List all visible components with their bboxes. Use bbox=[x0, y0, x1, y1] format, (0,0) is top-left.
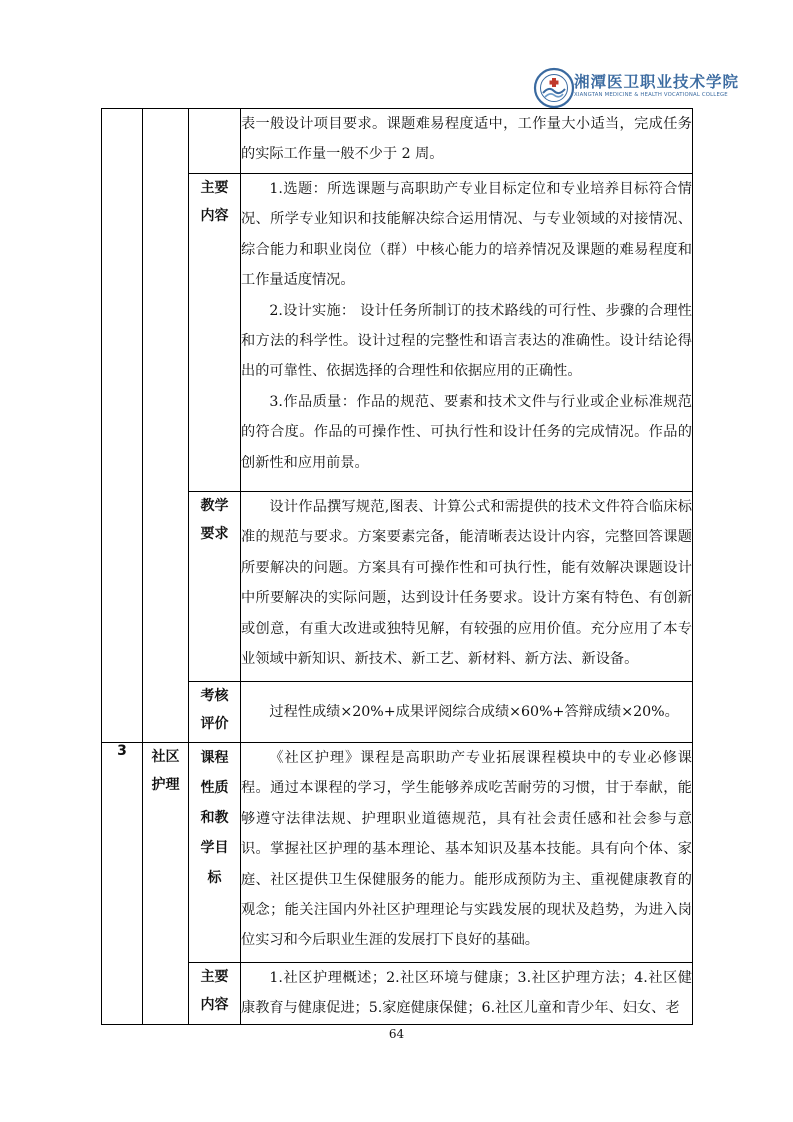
row-label: 主要 bbox=[200, 180, 229, 196]
row-label: 教学 bbox=[200, 498, 229, 514]
course-name: 护理 bbox=[151, 777, 180, 793]
college-name: 湘潭医卫职业技术学院 bbox=[574, 72, 740, 91]
row-label: 和教 bbox=[200, 810, 229, 826]
row-label: 主要 bbox=[200, 969, 229, 985]
row-label: 标 bbox=[207, 870, 222, 886]
content-cell bbox=[241, 682, 693, 743]
content-cell bbox=[241, 109, 693, 174]
table-row bbox=[102, 174, 693, 492]
number-cell bbox=[102, 109, 143, 743]
label-cell bbox=[189, 174, 241, 492]
content-cell bbox=[241, 963, 693, 1025]
content-cell bbox=[241, 743, 693, 963]
content-paragraph: 2.设计实施： 设计任务所制订的技术路线的可行性、步骤的合理性和方法的科学性。设计过程的完整性和语言表达的准确性。设计结论得出的可靠性、依据选择的合理性和依据应用的正确性。 bbox=[241, 302, 692, 380]
table-row bbox=[102, 492, 693, 682]
college-name-en: XIANGTAN MEDICINE & HEALTH VOCATIONAL COLLEGE bbox=[574, 92, 728, 98]
table-row bbox=[102, 963, 693, 1025]
content-text: 表一般设计项目要求。课题难易程度适中，工作量大小适当，完成任务的实际工作量一般不少于 2 周。 bbox=[241, 116, 692, 163]
course-name-cell bbox=[143, 109, 189, 743]
content-cell bbox=[241, 492, 693, 682]
course-number: 3 bbox=[117, 743, 127, 759]
row-label: 性质 bbox=[200, 780, 229, 796]
row-label: 内容 bbox=[200, 208, 229, 224]
row-label: 考核 bbox=[200, 688, 229, 704]
content-paragraph: 《社区护理》课程是高职助产专业拓展课程模块中的专业必修课程。通过本课程的学习，学生能够养成吃苦耐劳的习惯，甘于奉献，能够遵守法律法规、护理职业道德规范，具有社会责任感和社会参与意识。掌握社区护理的基本理论、基本知识及基本技能。具有向个体、家庭、社区提供卫生保健服务的能力。能形成预防为主、重视健康教育的观念；能关注国内外社区护理理论与实践发展的现状及趋势，为进入岗位实习和今后职业生涯的发展打下良好的基础。 bbox=[241, 750, 692, 949]
course-table bbox=[101, 108, 693, 1025]
table-row bbox=[102, 109, 693, 174]
row-label: 要求 bbox=[200, 526, 229, 542]
course-name-cell bbox=[143, 743, 189, 1025]
content-paragraph: 过程性成绩×20%+成果评阅综合成绩×60%+答辩成绩×20%。 bbox=[269, 703, 679, 720]
row-label: 评价 bbox=[200, 716, 229, 732]
content-paragraph: 1.社区护理概述；2.社区环境与健康；3.社区护理方法；4.社区健康教育与健康促进；5.家庭健康保健；6.社区儿童和青少年、妇女、老 bbox=[241, 970, 692, 1017]
seal-logo-icon bbox=[535, 69, 573, 107]
row-label: 课程 bbox=[200, 750, 229, 766]
label-cell bbox=[189, 109, 241, 174]
row-label: 内容 bbox=[200, 997, 229, 1013]
label-cell bbox=[189, 743, 241, 963]
content-paragraph: 设计作品撰写规范,图表、计算公式和需提供的技术文件符合临床标准的规范与要求。方案要素完备，能清晰表达设计内容，完整回答课题所要解决的问题。方案具有可操作性和可执行性，能有效解决课题设计中所要解决的实际问题，达到设计任务要求。设计方案有特色、有创新或创意，有重大改进或独特见解，有较强的应用价值。充分应用了本专业领域中新知识、新技术、新工艺、新材料、新方法、新设备。 bbox=[241, 499, 692, 668]
table-row bbox=[102, 682, 693, 743]
label-cell bbox=[189, 492, 241, 682]
number-cell bbox=[102, 743, 143, 1025]
page-number: 64 bbox=[388, 1027, 405, 1041]
label-cell bbox=[189, 682, 241, 743]
content-paragraph: 3.作品质量：作品的规范、要素和技术文件与行业或企业标准规范的符合度。作品的可操作性、可执行性和设计任务的完成情况。作品的创新性和应用前景。 bbox=[241, 393, 692, 471]
row-label: 学目 bbox=[200, 840, 229, 856]
content-paragraph: 1.选题：所选课题与高职助产专业目标定位和专业培养目标符合情况、所学专业知识和技能解决综合运用情况、与专业领域的对接情况、综合能力和职业岗位（群）中核心能力的培养情况及课题的难易程度和工作量适度情况。 bbox=[241, 181, 692, 289]
label-cell bbox=[189, 963, 241, 1025]
content-cell bbox=[241, 174, 693, 492]
table-row bbox=[102, 743, 693, 963]
course-name: 社区 bbox=[151, 749, 180, 765]
